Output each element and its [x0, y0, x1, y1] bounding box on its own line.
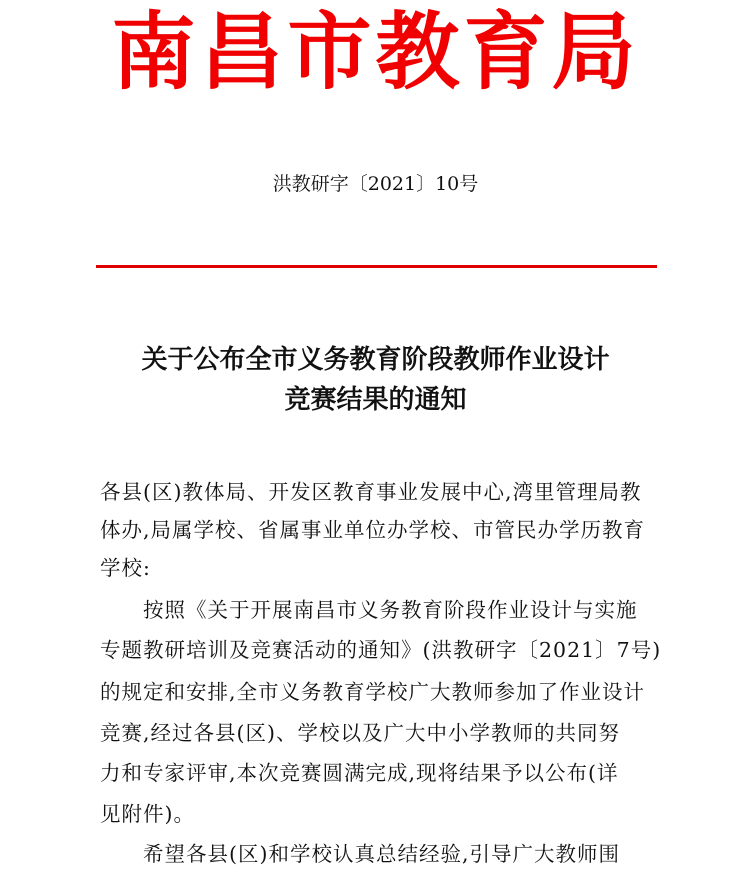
- title-line: 关于公布全市义务教育阶段教师作业设计: [141, 345, 610, 375]
- body-line: 见附件)。: [100, 802, 195, 826]
- title-line: 竞赛结果的通知: [284, 385, 467, 415]
- body-line: 的规定和安排,全市义务教育学校广大教师参加了作业设计: [100, 680, 646, 704]
- body-line: 希望各县(区)和学校认真总结经验,引导广大教师围: [100, 842, 621, 866]
- body-line: 力和专家评审,本次竞赛圆满完成,现将结果予以公布(详: [100, 761, 619, 785]
- document-number: 洪教研字〔2021〕10号: [272, 173, 479, 195]
- body-line: 各县(区)教体局、开发区教育事业发展中心,湾里管理局教: [100, 480, 642, 504]
- body-line: 竞赛,经过各县(区)、学校以及广大中小学教师的共同努: [100, 721, 621, 745]
- body-line: 体办,局属学校、省属事业单位办学校、市管民办学历教育: [100, 518, 646, 542]
- issuer-header: 南昌市教育局: [111, 3, 640, 101]
- red-divider-line: [96, 265, 657, 268]
- notice-title: [60, 340, 691, 420]
- body-line: 按照《关于开展南昌市义务教育阶段作业设计与实施: [100, 598, 638, 622]
- body-line: 专题教研培训及竞赛活动的通知》(洪教研字〔2021〕7号): [100, 638, 662, 662]
- body-line: 学校:: [100, 556, 151, 580]
